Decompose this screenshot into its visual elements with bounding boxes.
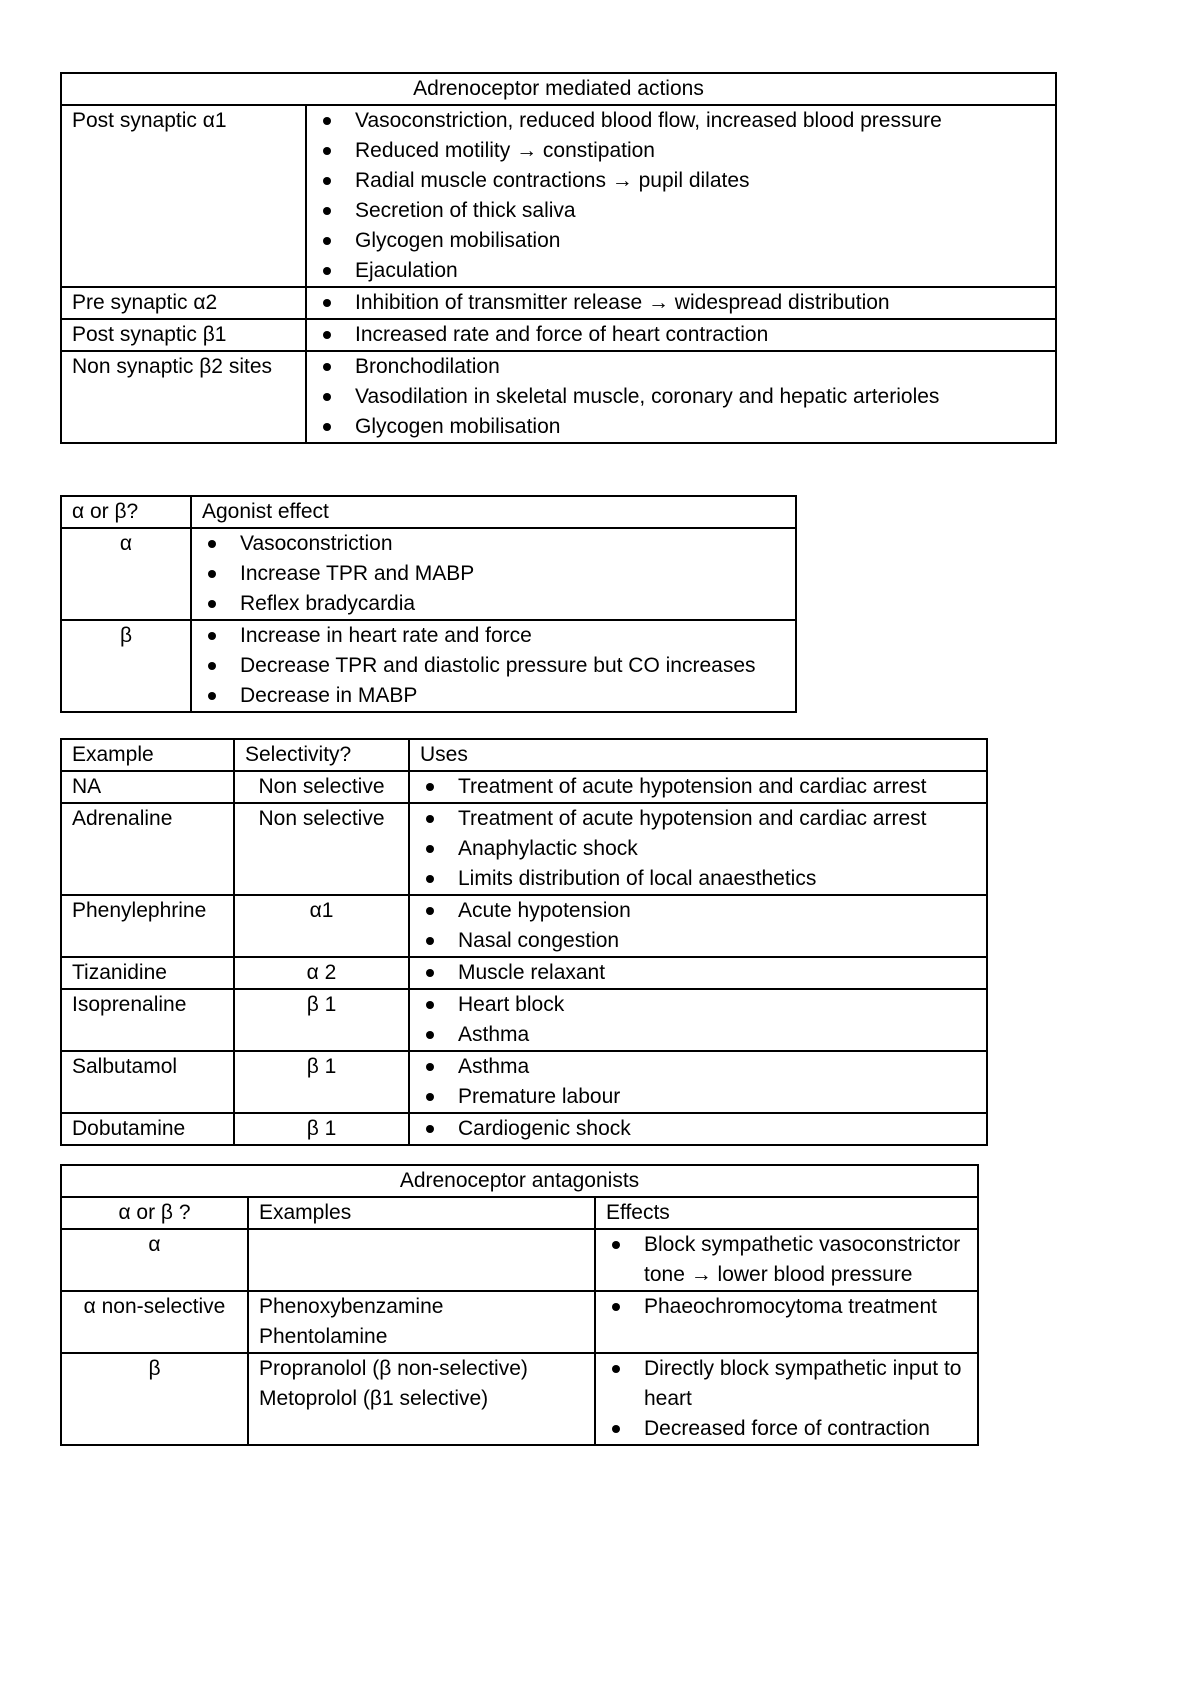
list-item: Limits distribution of local anaesthetics bbox=[458, 864, 976, 894]
bullet-list bbox=[317, 352, 1045, 442]
actions-cell bbox=[306, 319, 1056, 351]
list-item: Vasodilation in skeletal muscle, coronary and hepatic arterioles bbox=[355, 382, 1045, 412]
receptor-cell: Post synaptic α1 bbox=[61, 105, 306, 287]
example-cell: Tizanidine bbox=[61, 957, 234, 989]
list-item: Phaeochromocytoma treatment bbox=[644, 1292, 967, 1322]
table-row bbox=[61, 528, 796, 620]
receptor-type-cell: β bbox=[61, 1353, 248, 1445]
receptor-cell: Pre synaptic α2 bbox=[61, 287, 306, 319]
table-caption-row bbox=[61, 73, 1056, 105]
table-row bbox=[61, 895, 987, 957]
drug-name: Propranolol (β non-selective) bbox=[259, 1357, 528, 1380]
list-item: Decreased force of contraction bbox=[644, 1414, 967, 1444]
list-item: Increase TPR and MABP bbox=[240, 559, 785, 589]
list-item: Decrease in MABP bbox=[240, 681, 785, 711]
table-caption: Adrenoceptor mediated actions bbox=[61, 73, 1056, 105]
table-row bbox=[61, 771, 987, 803]
list-item: Inhibition of transmitter release → widespread distribution bbox=[355, 288, 1045, 318]
selectivity-cell: Non selective bbox=[234, 771, 409, 803]
list-item: Glycogen mobilisation bbox=[355, 412, 1045, 442]
uses-cell bbox=[409, 1113, 987, 1145]
example-cell: Salbutamol bbox=[61, 1051, 234, 1113]
selectivity-cell: α1 bbox=[234, 895, 409, 957]
selectivity-cell: α 2 bbox=[234, 957, 409, 989]
bullet-list bbox=[317, 288, 1045, 318]
table-row bbox=[61, 1051, 987, 1113]
column-header: Uses bbox=[409, 739, 987, 771]
receptor-cell: Post synaptic β1 bbox=[61, 319, 306, 351]
table-row bbox=[61, 319, 1056, 351]
uses-cell bbox=[409, 895, 987, 957]
bullet-list bbox=[202, 621, 785, 711]
table-row bbox=[61, 620, 796, 712]
table-row bbox=[61, 1291, 978, 1353]
selectivity-cell: β 1 bbox=[234, 1051, 409, 1113]
examples-cell bbox=[248, 1291, 595, 1353]
agonist-examples-table bbox=[60, 738, 988, 1146]
table-row bbox=[61, 1229, 978, 1291]
header-row bbox=[61, 1197, 978, 1229]
list-item: Reflex bradycardia bbox=[240, 589, 785, 619]
actions-cell bbox=[306, 105, 1056, 287]
bullet-list bbox=[420, 990, 976, 1050]
table-row bbox=[61, 1113, 987, 1145]
list-item: Increased rate and force of heart contraction bbox=[355, 320, 1045, 350]
agonist-effect-table bbox=[60, 495, 797, 713]
uses-cell bbox=[409, 989, 987, 1051]
column-header: Selectivity? bbox=[234, 739, 409, 771]
header-row bbox=[61, 496, 796, 528]
effects-cell bbox=[191, 620, 796, 712]
antagonists-table bbox=[60, 1164, 979, 1446]
list-item: Nasal congestion bbox=[458, 926, 976, 956]
drug-name: Metoprolol (β1 selective) bbox=[259, 1387, 489, 1410]
receptor-type-cell: α bbox=[61, 1229, 248, 1291]
list-item: Treatment of acute hypotension and cardiac arrest bbox=[458, 772, 976, 802]
list-item: Reduced motility → constipation bbox=[355, 136, 1045, 166]
list-item: Secretion of thick saliva bbox=[355, 196, 1045, 226]
table-row bbox=[61, 989, 987, 1051]
table-row bbox=[61, 287, 1056, 319]
selectivity-cell: Non selective bbox=[234, 803, 409, 895]
receptor-type-cell: α bbox=[61, 528, 191, 620]
example-cell: Adrenaline bbox=[61, 803, 234, 895]
example-cell: Isoprenaline bbox=[61, 989, 234, 1051]
examples-cell bbox=[248, 1353, 595, 1445]
bullet-list bbox=[606, 1230, 967, 1290]
bullet-list bbox=[317, 320, 1045, 350]
examples-cell bbox=[248, 1229, 595, 1291]
bullet-list bbox=[606, 1354, 967, 1444]
column-header: Example bbox=[61, 739, 234, 771]
table-row bbox=[61, 105, 1056, 287]
column-header: α or β? bbox=[61, 496, 191, 528]
drug-name: Phenoxybenzamine bbox=[259, 1295, 444, 1318]
receptor-type-cell: β bbox=[61, 620, 191, 712]
list-item: Asthma bbox=[458, 1052, 976, 1082]
table-row bbox=[61, 957, 987, 989]
bullet-list bbox=[420, 772, 976, 802]
receptor-type-cell: α non-selective bbox=[61, 1291, 248, 1353]
list-item: Bronchodilation bbox=[355, 352, 1045, 382]
column-header: α or β ? bbox=[61, 1197, 248, 1229]
header-row bbox=[61, 739, 987, 771]
uses-cell bbox=[409, 1051, 987, 1113]
uses-cell bbox=[409, 803, 987, 895]
table-caption: Adrenoceptor antagonists bbox=[61, 1165, 978, 1197]
effects-cell bbox=[595, 1353, 978, 1445]
column-header: Examples bbox=[248, 1197, 595, 1229]
bullet-list bbox=[420, 1114, 976, 1144]
example-cell: NA bbox=[61, 771, 234, 803]
list-item: Block sympathetic vasoconstrictor tone → lower blood pressure bbox=[644, 1230, 967, 1290]
receptor-cell: Non synaptic β2 sites bbox=[61, 351, 306, 443]
list-item: Vasoconstriction bbox=[240, 529, 785, 559]
column-header: Effects bbox=[595, 1197, 978, 1229]
list-item: Premature labour bbox=[458, 1082, 976, 1112]
bullet-list bbox=[420, 958, 976, 988]
list-item: Heart block bbox=[458, 990, 976, 1020]
list-item: Vasoconstriction, reduced blood flow, increased blood pressure bbox=[355, 106, 1045, 136]
list-item: Asthma bbox=[458, 1020, 976, 1050]
example-cell: Dobutamine bbox=[61, 1113, 234, 1145]
list-item: Cardiogenic shock bbox=[458, 1114, 976, 1144]
list-item: Glycogen mobilisation bbox=[355, 226, 1045, 256]
table-row bbox=[61, 351, 1056, 443]
selectivity-cell: β 1 bbox=[234, 1113, 409, 1145]
list-item: Radial muscle contractions → pupil dilates bbox=[355, 166, 1045, 196]
bullet-list bbox=[317, 106, 1045, 286]
list-item: Ejaculation bbox=[355, 256, 1045, 286]
effects-cell bbox=[191, 528, 796, 620]
column-header: Agonist effect bbox=[191, 496, 796, 528]
table-row bbox=[61, 1353, 978, 1445]
actions-cell bbox=[306, 351, 1056, 443]
bullet-list bbox=[202, 529, 785, 619]
uses-cell bbox=[409, 957, 987, 989]
drug-name: Phentolamine bbox=[259, 1325, 388, 1348]
list-item: Anaphylactic shock bbox=[458, 834, 976, 864]
uses-cell bbox=[409, 771, 987, 803]
bullet-list bbox=[420, 896, 976, 956]
bullet-list bbox=[606, 1292, 967, 1322]
actions-cell bbox=[306, 287, 1056, 319]
selectivity-cell: β 1 bbox=[234, 989, 409, 1051]
mediated-actions-table bbox=[60, 72, 1057, 444]
bullet-list bbox=[420, 1052, 976, 1112]
list-item: Acute hypotension bbox=[458, 896, 976, 926]
table-row bbox=[61, 803, 987, 895]
list-item: Treatment of acute hypotension and cardiac arrest bbox=[458, 804, 976, 834]
list-item: Decrease TPR and diastolic pressure but CO increases bbox=[240, 651, 785, 681]
effects-cell bbox=[595, 1291, 978, 1353]
example-cell: Phenylephrine bbox=[61, 895, 234, 957]
list-item: Directly block sympathetic input to heart bbox=[644, 1354, 967, 1414]
list-item: Muscle relaxant bbox=[458, 958, 976, 988]
effects-cell bbox=[595, 1229, 978, 1291]
list-item: Increase in heart rate and force bbox=[240, 621, 785, 651]
table-caption-row bbox=[61, 1165, 978, 1197]
bullet-list bbox=[420, 804, 976, 894]
